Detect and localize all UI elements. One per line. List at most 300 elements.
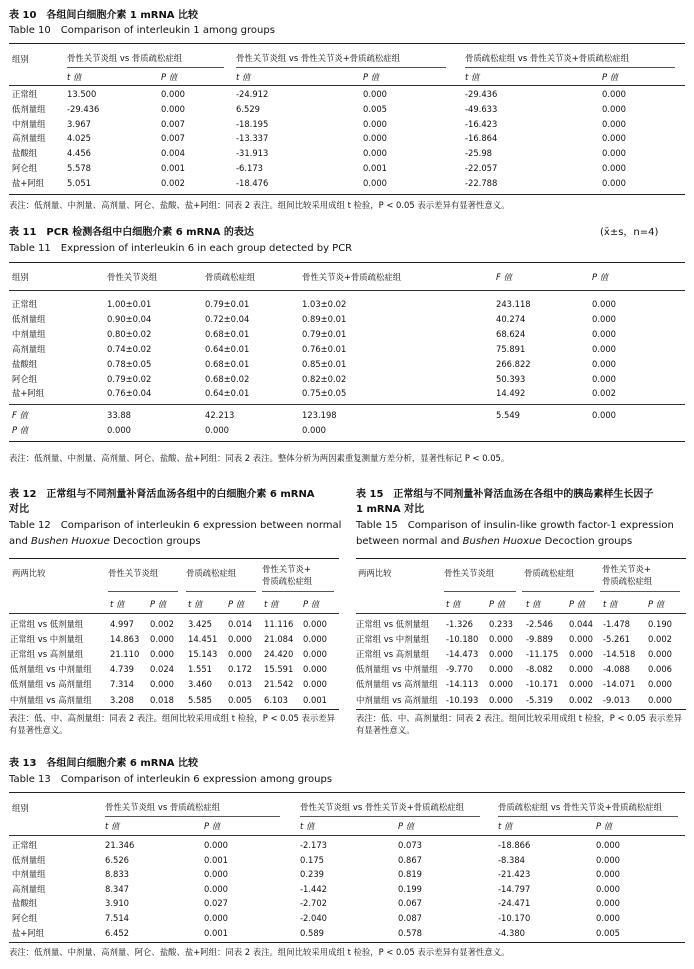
table-10-p-header-1: P 值: [161, 72, 178, 82]
table-10-cell-3-2: 0.007: [161, 133, 185, 144]
table-12-cell-5-6: 0.001: [303, 694, 327, 705]
table-11-cell-3-5: 0.000: [592, 343, 616, 354]
table-11-cell-5-5: 0.000: [592, 373, 616, 384]
table-13-cell-3-4: 0.199: [398, 883, 422, 894]
table-13-cell-6-1: 6.452: [105, 927, 129, 938]
table-12-cell-3-6: 0.000: [303, 664, 327, 675]
table-15-p-header-1: P 值: [489, 599, 506, 609]
table-12-cell-5-1: 3.208: [110, 694, 134, 705]
table-13-cell-1-2: 0.001: [204, 854, 228, 865]
table-11-cell-3-2: 0.64±0.01: [205, 343, 250, 354]
table-10-head-rule: [9, 85, 685, 86]
table-12-title-en-line-2: and Bushen Huoxue Decoction groups: [9, 536, 201, 547]
table-12-subrule-1: [108, 591, 178, 592]
table-15-cell-1-6: 0.002: [648, 634, 672, 645]
table-10-comparison-1: 骨性关节炎组 vs 骨质疏松症组: [67, 53, 183, 63]
table-10-cell-5-2: 0.001: [161, 163, 185, 173]
table-10-t-header-3: t 值: [465, 72, 480, 82]
table-11-frow-cell-2: 42.213: [205, 410, 235, 420]
table-12-head-rule: [9, 613, 339, 614]
table-11-note: 表注：低剂量、中剂量、高剂量、阿仑、盐酸、盐+阿组：同表 2 表注。整体分析为两因素重复测量方差分析，显著性标记 P < 0.05。: [9, 453, 510, 463]
table-12-cell-0-4: 0.014: [228, 619, 252, 629]
table-15-title-en-line-2: between normal and Bushen Huoxue Decoction groups: [356, 536, 633, 547]
table-10-cell-1-2: 0.000: [161, 103, 185, 114]
table-11-cell-6-1: 0.76±0.04: [107, 388, 152, 399]
table-13-cell-0-1: 21.346: [105, 840, 135, 850]
table-12-cell-3-4: 0.172: [228, 664, 252, 675]
table-13-cell-2-2: 0.000: [204, 869, 228, 880]
table-10-cell-4-3: -31.913: [236, 148, 269, 159]
table-11-cell-2-5: 0.000: [592, 328, 616, 339]
table-15-cell-0-2: 0.233: [489, 619, 513, 629]
table-15-cell-4-2: 0.000: [489, 679, 513, 690]
table-15-note: 表注：低、中、高剂量组：同表 2 表注。组间比较采用成组 t 检验，P < 0.05 表示差异有显著性意义。: [356, 713, 682, 735]
table-15-cell-2-2: 0.000: [489, 649, 513, 660]
table-11-stat-note: (x̄±s，n=4): [600, 227, 659, 238]
table-10-note: 表注：低剂量、中剂量、高剂量、阿仑、盐酸、盐+阿组：同表 2 表注。组间比较采用成组 t 检验，P < 0.05 表示差异有显著性意义。: [9, 200, 510, 210]
table-12-title-cn-line-1: 表 12 正常组与不同剂量补肾活血汤各组中的白细胞介素 6 mRNA: [9, 489, 315, 500]
table-13-cell-1-1: 6.526: [105, 854, 129, 865]
table-13-cell-4-3: -2.702: [300, 898, 327, 909]
table-11-title-cn: 表 11 PCR 检测各组中白细胞介素 6 mRNA 的表达: [9, 227, 254, 238]
table-12-cell-4-6: 0.000: [303, 679, 327, 690]
table-10-cell-2-0: 中剂量组: [12, 118, 46, 129]
table-12-cell-5-4: 0.005: [228, 694, 252, 705]
table-12-cell-2-0: 正常组 vs 高剂量组: [10, 649, 84, 660]
table-10-cell-1-6: 0.000: [602, 103, 626, 114]
table-13-subrule-1: [105, 816, 280, 817]
table-10-cell-0-6: 0.000: [602, 89, 626, 99]
table-12-title-cn-line-2: 对比: [9, 504, 29, 515]
table-13-cell-6-5: -4.380: [498, 927, 525, 938]
table-13-cell-4-1: 3.910: [105, 898, 129, 909]
table-11-cell-5-4: 50.393: [496, 373, 526, 384]
table-11-cell-3-3: 0.76±0.01: [302, 343, 347, 354]
table-12-cell-1-6: 0.000: [303, 634, 327, 645]
table-10-p-header-3: P 值: [602, 72, 619, 82]
table-13-cell-5-1: 7.514: [105, 913, 129, 923]
table-13-cell-4-2: 0.027: [204, 898, 228, 909]
table-12-cell-4-1: 7.314: [110, 679, 134, 690]
table-15-cell-4-3: -10.171: [526, 679, 559, 690]
table-12-cell-2-5: 24.420: [264, 649, 294, 660]
table-13-cell-2-1: 8.833: [105, 869, 129, 880]
table-12-t-header-2: t 值: [188, 599, 203, 609]
table-11-prow-cell-1: 0.000: [107, 425, 131, 435]
table-10-cell-5-6: 0.000: [602, 163, 626, 173]
table-10-cell-6-1: 5.051: [67, 177, 91, 188]
table-10-subrule-1: [67, 67, 224, 68]
table-12-cell-4-5: 21.542: [264, 679, 294, 690]
table-13-cell-3-3: -1.442: [300, 883, 327, 894]
table-15-cell-0-4: 0.044: [569, 619, 593, 629]
table-10-cell-6-4: 0.000: [363, 177, 387, 188]
table-15-col-oa-op-2: 骨质疏松症组: [602, 576, 653, 586]
table-10-subrule-3: [465, 67, 675, 68]
table-15-cell-3-3: -8.082: [526, 664, 553, 675]
table-13-cell-0-5: -18.866: [498, 840, 531, 850]
table-12-cell-5-3: 5.585: [188, 694, 212, 705]
table-13-cell-4-4: 0.067: [398, 898, 422, 909]
table-11-cell-2-0: 中剂量组: [12, 328, 46, 339]
table-15-bottom-rule: [356, 709, 686, 710]
table-10-cell-0-3: -24.912: [236, 89, 269, 99]
table-10-comparison-2: 骨性关节炎组 vs 骨性关节炎+骨质疏松症组: [236, 53, 401, 63]
table-10-subrule-2: [236, 67, 446, 68]
table-15-t-header-2: t 值: [526, 599, 541, 609]
table-11-cell-3-0: 高剂量组: [12, 343, 46, 354]
table-12-subrule-3: [262, 591, 334, 592]
table-12-cell-5-5: 6.103: [264, 694, 288, 705]
table-13-cell-0-2: 0.000: [204, 840, 228, 850]
table-13-cell-4-0: 盐酸组: [12, 898, 38, 909]
table-10-cell-0-0: 正常组: [12, 89, 38, 99]
table-12-cell-4-0: 低剂量组 vs 高剂量组: [10, 679, 92, 690]
table-13-cell-5-5: -10.170: [498, 913, 531, 923]
table-15-top-rule: [356, 558, 686, 559]
table-12-cell-4-3: 3.460: [188, 679, 212, 690]
table-11-stats-rule: [9, 404, 685, 405]
table-12-cell-2-1: 21.110: [110, 649, 140, 660]
table-10-cell-4-6: 0.000: [602, 148, 626, 159]
table-15-p-header-2: P 值: [569, 599, 586, 609]
table-15-col-oa-op-1: 骨性关节炎+: [602, 564, 651, 574]
table-11-header-p: P 值: [592, 272, 609, 282]
table-11-cell-6-2: 0.64±0.01: [205, 388, 250, 399]
table-13-cell-3-2: 0.000: [204, 883, 228, 894]
table-15-title-cn-line-2: 1 mRNA 对比: [356, 504, 425, 515]
table-13-comparison-1: 骨性关节炎组 vs 骨质疏松症组: [105, 802, 221, 812]
table-12-cell-2-2: 0.000: [150, 649, 174, 660]
table-13-cell-2-6: 0.000: [596, 869, 620, 880]
table-13-title-en: Table 13 Comparison of interleukin 6 expression among groups: [9, 774, 333, 785]
table-15-cell-1-5: -5.261: [603, 634, 630, 645]
table-13-note: 表注：低剂量、中剂量、高剂量、阿仑、盐酸、盐+阿组：同表 2 表注。组间比较采用成组 t 检验，P < 0.05 表示差异有显著性意义。: [9, 947, 510, 957]
table-15-cell-1-3: -9.889: [526, 634, 553, 645]
table-13-cell-1-0: 低剂量组: [12, 854, 46, 865]
table-10-top-rule: [9, 43, 685, 44]
table-11-frow-cell-1: 33.88: [107, 410, 131, 420]
table-11-header-f: F 值: [496, 272, 512, 282]
table-13-t-header-1: t 值: [105, 821, 120, 831]
table-11-header-group: 组别: [12, 272, 29, 282]
table-11-cell-4-2: 0.68±0.01: [205, 358, 250, 369]
table-11-header-oa-op: 骨性关节炎+骨质疏松症组: [302, 272, 402, 282]
table-13-cell-3-0: 高剂量组: [12, 883, 46, 894]
table-10-cell-6-6: 0.000: [602, 177, 626, 188]
table-13-cell-6-2: 0.001: [204, 927, 228, 938]
table-15-cell-3-2: 0.000: [489, 664, 513, 675]
table-13-title-cn: 表 13 各组间白细胞介素 6 mRNA 比较: [9, 758, 199, 769]
table-11-cell-2-4: 68.624: [496, 328, 526, 339]
table-15-head-rule: [356, 613, 686, 614]
table-10-cell-3-5: -16.864: [465, 133, 498, 144]
table-12-cell-1-1: 14.863: [110, 634, 140, 645]
table-10-cell-0-2: 0.000: [161, 89, 185, 99]
table-13-cell-2-4: 0.819: [398, 869, 422, 880]
table-12-compare-header: 两两比较: [12, 568, 46, 578]
table-11-cell-6-5: 0.002: [592, 388, 616, 399]
table-12-cell-1-4: 0.000: [228, 634, 252, 645]
table-12-cell-2-6: 0.000: [303, 649, 327, 660]
table-10-cell-3-6: 0.000: [602, 133, 626, 144]
table-10-cell-3-1: 4.025: [67, 133, 91, 144]
table-10-cell-4-1: 4.456: [67, 148, 91, 159]
table-15-cell-3-0: 低剂量组 vs 中剂量组: [356, 664, 438, 675]
table-11-header-oa: 骨性关节炎组: [107, 272, 158, 282]
table-11-frow-cell-4: 5.549: [496, 410, 520, 420]
table-12-bottom-rule: [9, 709, 339, 710]
table-13-head-rule: [9, 835, 685, 836]
table-12-col-op: 骨质疏松症组: [186, 568, 237, 578]
table-11-cell-4-0: 盐酸组: [12, 358, 38, 369]
table-12-note: 表注：低、中、高剂量组：同表 2 表注。组间比较采用成组 t 检验，P < 0.05 表示差异有显著性意义。: [9, 713, 335, 735]
table-13-comparison-2: 骨性关节炎组 vs 骨性关节炎+骨质疏松症组: [300, 802, 465, 812]
table-10-comparison-3: 骨质疏松症组 vs 骨性关节炎+骨质疏松症组: [465, 53, 630, 63]
table-15-cell-3-1: -9.770: [446, 664, 473, 675]
table-13-cell-6-6: 0.005: [596, 927, 620, 938]
table-15-cell-2-4: 0.000: [569, 649, 593, 660]
table-15-cell-3-5: -4.088: [603, 664, 630, 675]
table-10-cell-4-0: 盐酸组: [12, 148, 38, 159]
table-15-cell-0-5: -1.478: [603, 619, 630, 629]
table-10-group-header: 组别: [12, 54, 29, 64]
table-12-cell-1-5: 21.084: [264, 634, 294, 645]
table-13-cell-6-4: 0.578: [398, 927, 422, 938]
table-10-cell-2-3: -18.195: [236, 118, 269, 129]
table-11-cell-0-4: 243.118: [496, 299, 531, 309]
table-11-cell-5-1: 0.79±0.02: [107, 373, 152, 384]
table-11-cell-2-1: 0.80±0.02: [107, 328, 152, 339]
table-12-cell-2-3: 15.143: [188, 649, 218, 660]
table-10-title-cn: 表 10 各组间白细胞介素 1 mRNA 比较: [9, 10, 199, 21]
table-11-cell-3-4: 75.891: [496, 343, 526, 354]
table-13-p-header-2: P 值: [398, 821, 415, 831]
table-10-cell-5-0: 阿仑组: [12, 163, 38, 173]
table-11-cell-6-0: 盐+阿组: [12, 388, 45, 399]
table-15-cell-5-0: 中剂量组 vs 高剂量组: [356, 694, 438, 705]
table-10-cell-2-1: 3.967: [67, 118, 91, 129]
table-10-cell-6-0: 盐+阿组: [12, 177, 45, 188]
table-11-frow-cell-3: 123.198: [302, 410, 337, 420]
table-11-cell-2-3: 0.79±0.01: [302, 328, 347, 339]
table-10-cell-3-4: 0.000: [363, 133, 387, 144]
table-15-cell-5-6: 0.000: [648, 694, 672, 705]
table-15-cell-5-1: -10.193: [446, 694, 479, 705]
table-10-cell-1-5: -49.633: [465, 103, 498, 114]
table-10-cell-5-1: 5.578: [67, 163, 91, 173]
table-15-cell-2-3: -11.175: [526, 649, 559, 660]
table-11-cell-3-1: 0.74±0.02: [107, 343, 152, 354]
table-11-title-en: Table 11 Expression of interleukin 6 in each group detected by PCR: [9, 243, 353, 254]
table-12-p-header-3: P 值: [303, 599, 320, 609]
table-10-cell-6-2: 0.002: [161, 177, 185, 188]
table-12-t-header-3: t 值: [264, 599, 279, 609]
table-13-cell-5-3: -2.040: [300, 913, 327, 923]
table-11-frow-cell-5: 0.000: [592, 410, 616, 420]
table-13-t-header-2: t 值: [300, 821, 315, 831]
table-15-cell-2-1: -14.473: [446, 649, 479, 660]
table-15-cell-5-2: 0.000: [489, 694, 513, 705]
table-11-cell-1-4: 40.274: [496, 313, 526, 324]
table-13-p-header-1: P 值: [204, 821, 221, 831]
table-10-cell-0-1: 13.500: [67, 89, 97, 99]
table-12-cell-0-3: 3.425: [188, 619, 212, 629]
table-12-cell-0-5: 11.116: [264, 619, 294, 629]
table-12-cell-3-2: 0.024: [150, 664, 174, 675]
table-15-cell-4-5: -14.071: [603, 679, 636, 690]
table-10-cell-2-5: -16.423: [465, 118, 498, 129]
table-10-cell-4-5: -25.98: [465, 148, 492, 159]
table-10-cell-4-2: 0.004: [161, 148, 185, 159]
table-11-top-rule: [9, 262, 685, 263]
table-15-cell-4-6: 0.000: [648, 679, 672, 690]
table-15-cell-4-4: 0.000: [569, 679, 593, 690]
table-12-cell-1-0: 正常组 vs 中剂量组: [10, 634, 84, 645]
table-12-subrule-2: [186, 591, 256, 592]
table-15-p-header-3: P 值: [648, 599, 665, 609]
table-11-cell-1-2: 0.72±0.04: [205, 313, 250, 324]
table-11-cell-5-3: 0.82±0.02: [302, 373, 347, 384]
table-11-cell-6-4: 14.492: [496, 388, 526, 399]
table-15-cell-5-3: -5.319: [526, 694, 553, 705]
table-11-cell-0-5: 0.000: [592, 299, 616, 309]
table-10-title-en: Table 10 Comparison of interleukin 1 among groups: [9, 25, 275, 36]
table-10-cell-1-3: 6.529: [236, 103, 260, 114]
table-10-cell-2-6: 0.000: [602, 118, 626, 129]
table-11-cell-6-3: 0.75±0.05: [302, 388, 347, 399]
table-10-cell-2-2: 0.007: [161, 118, 185, 129]
table-12-cell-3-0: 低剂量组 vs 中剂量组: [10, 664, 92, 675]
table-10-cell-5-4: 0.001: [363, 163, 387, 173]
table-11-cell-4-1: 0.78±0.05: [107, 358, 152, 369]
table-10-cell-6-5: -22.788: [465, 177, 498, 188]
table-13-cell-0-6: 0.000: [596, 840, 620, 850]
table-12-cell-3-5: 15.591: [264, 664, 294, 675]
table-10-cell-1-4: 0.005: [363, 103, 387, 114]
table-15-cell-1-2: 0.000: [489, 634, 513, 645]
table-13-cell-2-5: -21.423: [498, 869, 531, 880]
table-12-cell-5-2: 0.018: [150, 694, 174, 705]
table-15-cell-2-6: 0.000: [648, 649, 672, 660]
table-12-cell-3-1: 4.739: [110, 664, 134, 675]
table-15-subrule-3: [600, 591, 680, 592]
table-12-cell-4-4: 0.013: [228, 679, 252, 690]
table-11-cell-4-5: 0.000: [592, 358, 616, 369]
table-11-frow-cell-0: F 值: [12, 410, 28, 420]
table-10-cell-3-3: -13.337: [236, 133, 269, 144]
table-15-cell-0-3: -2.546: [526, 619, 553, 629]
table-13-cell-1-6: 0.000: [596, 854, 620, 865]
table-15-cell-2-0: 正常组 vs 高剂量组: [356, 649, 430, 660]
table-12-col-oa-op-1: 骨性关节炎+: [262, 564, 311, 574]
table-13-cell-6-3: 0.589: [300, 927, 324, 938]
table-13-cell-5-6: 0.000: [596, 913, 620, 923]
table-12-cell-2-4: 0.000: [228, 649, 252, 660]
table-10-cell-1-0: 低剂量组: [12, 103, 46, 114]
table-13-cell-3-1: 8.347: [105, 883, 129, 894]
table-12-col-oa-op-2: 骨质疏松症组: [262, 576, 313, 586]
table-15-cell-5-5: -9.013: [603, 694, 630, 705]
table-15-title-cn-line-1: 表 15 正常组与不同剂量补肾活血汤在各组中的胰岛素样生长因子: [356, 489, 654, 500]
table-15-cell-1-4: 0.000: [569, 634, 593, 645]
table-12-cell-0-1: 4.997: [110, 619, 134, 629]
table-11-cell-5-0: 阿仑组: [12, 373, 38, 384]
table-15-cell-1-1: -10.180: [446, 634, 479, 645]
table-13-cell-0-4: 0.073: [398, 840, 422, 850]
table-12-t-header-1: t 值: [110, 599, 125, 609]
table-13-cell-0-0: 正常组: [12, 840, 38, 850]
table-13-cell-5-2: 0.000: [204, 913, 228, 923]
table-10-cell-3-0: 高剂量组: [12, 133, 46, 144]
table-13-p-header-3: P 值: [596, 821, 613, 831]
table-10-cell-4-4: 0.000: [363, 148, 387, 159]
table-15-subrule-2: [522, 591, 594, 592]
table-12-p-header-1: P 值: [150, 599, 167, 609]
table-11-prow-cell-0: P 值: [12, 425, 29, 435]
table-10-cell-0-5: -29.436: [465, 89, 498, 99]
table-10-t-header-1: t 值: [67, 72, 82, 82]
table-13-top-rule: [9, 792, 685, 793]
table-11-cell-1-1: 0.90±0.04: [107, 313, 152, 324]
table-11-cell-4-3: 0.85±0.01: [302, 358, 347, 369]
table-13-bottom-rule: [9, 942, 685, 943]
table-11-cell-2-2: 0.68±0.01: [205, 328, 250, 339]
table-15-cell-0-1: -1.326: [446, 619, 473, 629]
table-11-cell-0-3: 1.03±0.02: [302, 299, 347, 309]
table-11-cell-0-2: 0.79±0.01: [205, 299, 250, 309]
table-13-subrule-2: [300, 816, 480, 817]
table-11-head-rule: [9, 290, 685, 291]
table-13-cell-3-5: -14.797: [498, 883, 531, 894]
table-15-cell-4-0: 低剂量组 vs 高剂量组: [356, 679, 438, 690]
table-11-cell-1-5: 0.000: [592, 313, 616, 324]
table-13-cell-4-5: -24.471: [498, 898, 531, 909]
table-13-cell-2-3: 0.239: [300, 869, 324, 880]
table-13-cell-1-3: 0.175: [300, 854, 324, 865]
table-12-cell-5-0: 中剂量组 vs 高剂量组: [10, 694, 92, 705]
table-15-subrule-1: [444, 591, 516, 592]
table-12-cell-0-6: 0.000: [303, 619, 327, 629]
table-13-cell-3-6: 0.000: [596, 883, 620, 894]
table-12-cell-4-2: 0.000: [150, 679, 174, 690]
table-13-cell-4-6: 0.000: [596, 898, 620, 909]
table-15-cell-3-6: 0.006: [648, 664, 672, 675]
table-15-col-op: 骨质疏松症组: [524, 568, 575, 578]
table-10-cell-0-4: 0.000: [363, 89, 387, 99]
table-13-comparison-3: 骨质疏松症组 vs 骨性关节炎+骨质疏松症组: [498, 802, 663, 812]
table-10-t-header-2: t 值: [236, 72, 251, 82]
table-15-t-header-1: t 值: [446, 599, 461, 609]
table-12-cell-3-3: 1.551: [188, 664, 212, 675]
table-13-group-header: 组别: [12, 803, 29, 813]
table-11-header-op: 骨质疏松症组: [205, 272, 256, 282]
table-11-cell-0-0: 正常组: [12, 299, 38, 309]
table-15-compare-header: 两两比较: [358, 568, 392, 578]
table-13-cell-1-5: -8.384: [498, 854, 525, 865]
table-15-cell-0-6: 0.190: [648, 619, 672, 629]
table-10-cell-2-4: 0.000: [363, 118, 387, 129]
table-15-cell-1-0: 正常组 vs 中剂量组: [356, 634, 430, 645]
table-11-bottom-rule: [9, 441, 685, 442]
table-12-top-rule: [9, 558, 339, 559]
table-13-cell-2-0: 中剂量组: [12, 869, 46, 880]
table-11-cell-1-3: 0.89±0.01: [302, 313, 347, 324]
table-13-t-header-3: t 值: [498, 821, 513, 831]
table-12-cell-1-3: 14.451: [188, 634, 218, 645]
table-13-cell-5-4: 0.087: [398, 913, 422, 923]
table-12-col-oa: 骨性关节炎组: [108, 568, 159, 578]
